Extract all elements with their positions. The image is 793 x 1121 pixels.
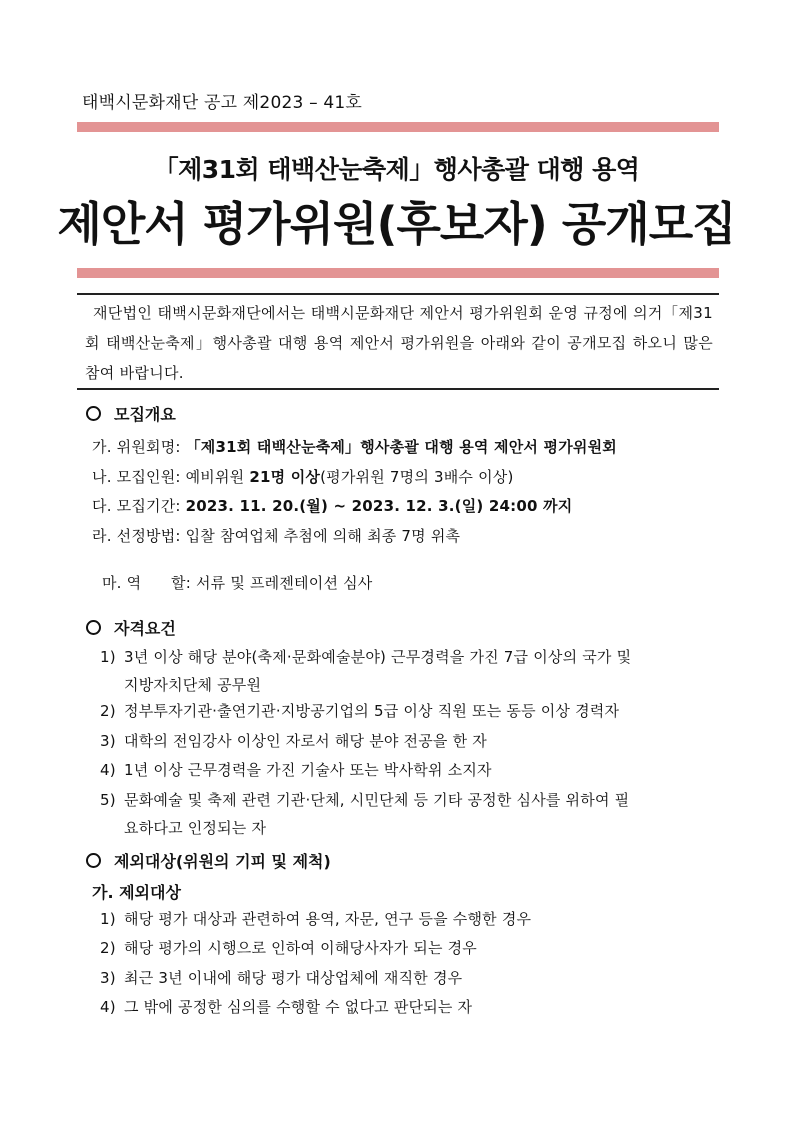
qualification-item	[100, 727, 715, 755]
overview-item-prefix: 예비위원	[185, 468, 250, 486]
item-number: 4)	[100, 761, 116, 779]
notice-number: 태백시문화재단 공고 제2023 – 41호	[82, 93, 363, 113]
overview-item-value: 서류 및 프레젠테이션 심사	[195, 574, 373, 592]
overview-item-selection	[92, 525, 460, 546]
section-heading-exclusion	[86, 849, 331, 872]
item-number: 2)	[100, 702, 116, 720]
item-text: 1년 이상 근무경력을 가진 기술사 또는 박사학위 소지자	[124, 761, 492, 779]
overview-item-label: 나. 모집인원:	[92, 468, 186, 486]
item-text: 해당 평가 대상과 관련하여 용역, 자문, 연구 등을 수행한 경우	[124, 910, 532, 928]
item-text-continued: 요하다고 인정되는 자	[124, 819, 267, 837]
overview-item-note: (평가위원 7명의 3배수 이상)	[320, 468, 514, 486]
overview-item-label: 가. 위원회명:	[92, 438, 186, 456]
document-title: 제안서 평가위원(후보자) 공개모집	[57, 197, 736, 251]
exclusion-item	[100, 964, 715, 992]
intro-text: 재단법인 태백시문화재단에서는 태백시문화재단 제안서 평가위원회 운영 규정에 의거「제31회 태백산눈축제」행사총괄 대행 용역 제안서 평가위원을 아래와 같이 공개모집 하오니 많은 참여 바랍니다.	[85, 304, 713, 382]
section-heading-text: 자격요건	[114, 619, 176, 638]
item-number: 5)	[100, 791, 116, 809]
qualification-item	[100, 697, 715, 725]
overview-item-role	[92, 554, 372, 593]
item-number: 1)	[100, 910, 116, 928]
qualification-item	[100, 756, 715, 784]
qualification-item	[100, 786, 715, 842]
exclusion-item	[100, 993, 715, 1021]
item-number: 4)	[100, 998, 116, 1016]
qualification-item	[100, 643, 715, 699]
intro-bottom-rule	[77, 388, 719, 390]
overview-item-value: 21명 이상	[249, 468, 321, 486]
top-divider-bar	[77, 122, 719, 132]
item-text: 최근 3년 이내에 해당 평가 대상업체에 재직한 경우	[124, 969, 463, 987]
overview-item-value: 입찰 참여업체 추첨에 의해 최종 7명 위촉	[185, 527, 461, 545]
item-number: 3)	[100, 732, 116, 750]
exclusion-item	[100, 934, 715, 962]
overview-item-value: 2023. 11. 20.(월) ~ 2023. 12. 3.(일) 24:00 까지	[185, 497, 573, 515]
circle-bullet-icon	[86, 853, 101, 868]
section-heading-text: 모집개요	[114, 405, 176, 424]
document-subtitle: 「제31회 태백산눈축제」행사총괄 대행 용역	[153, 155, 640, 184]
item-text: 정부투자기관·출연기관·지방공기업의 5급 이상 직원 또는 동등 이상 경력자	[124, 702, 620, 720]
overview-item-label: 라. 선정방법:	[92, 527, 186, 545]
section-heading-overview	[86, 402, 176, 425]
overview-item-label: 다. 모집기간:	[92, 497, 186, 515]
item-text: 대학의 전임강사 이상인 자로서 해당 분야 전공을 한 자	[124, 732, 487, 750]
section-heading-qualifications	[86, 616, 176, 639]
item-text: 해당 평가의 시행으로 인하여 이해당사자가 되는 경우	[124, 939, 477, 957]
overview-item-period	[92, 495, 572, 516]
overview-item-recruits	[92, 466, 514, 487]
intro-paragraph	[85, 298, 713, 388]
section-heading-text: 제외대상(위원의 기피 및 제척)	[114, 852, 331, 871]
item-number: 3)	[100, 969, 116, 987]
exclusion-subheading: 가. 제외대상	[92, 883, 181, 902]
overview-item-value: 「제31회 태백산눈축제」행사총괄 대행 용역 제안서 평가위원회	[185, 438, 617, 456]
item-text: 문화예술 및 축제 관련 기관·단체, 시민단체 등 기타 공정한 심사를 위하여 필	[124, 791, 630, 809]
circle-bullet-icon	[86, 620, 101, 635]
item-number: 2)	[100, 939, 116, 957]
intro-top-rule	[77, 293, 719, 295]
item-text: 3년 이상 해당 분야(축제·문화예술분야) 근무경력을 가진 7급 이상의 국가 및	[124, 648, 632, 666]
overview-item-committee	[92, 436, 617, 457]
overview-item-label: 마. 역 할:	[101, 574, 196, 592]
bottom-divider-bar	[77, 268, 719, 278]
item-text: 그 밖에 공정한 심의를 수행할 수 없다고 판단되는 자	[124, 998, 473, 1016]
exclusion-item	[100, 905, 715, 933]
circle-bullet-icon	[86, 406, 101, 421]
item-text-continued: 지방자치단체 공무원	[124, 676, 262, 694]
item-number: 1)	[100, 648, 116, 666]
